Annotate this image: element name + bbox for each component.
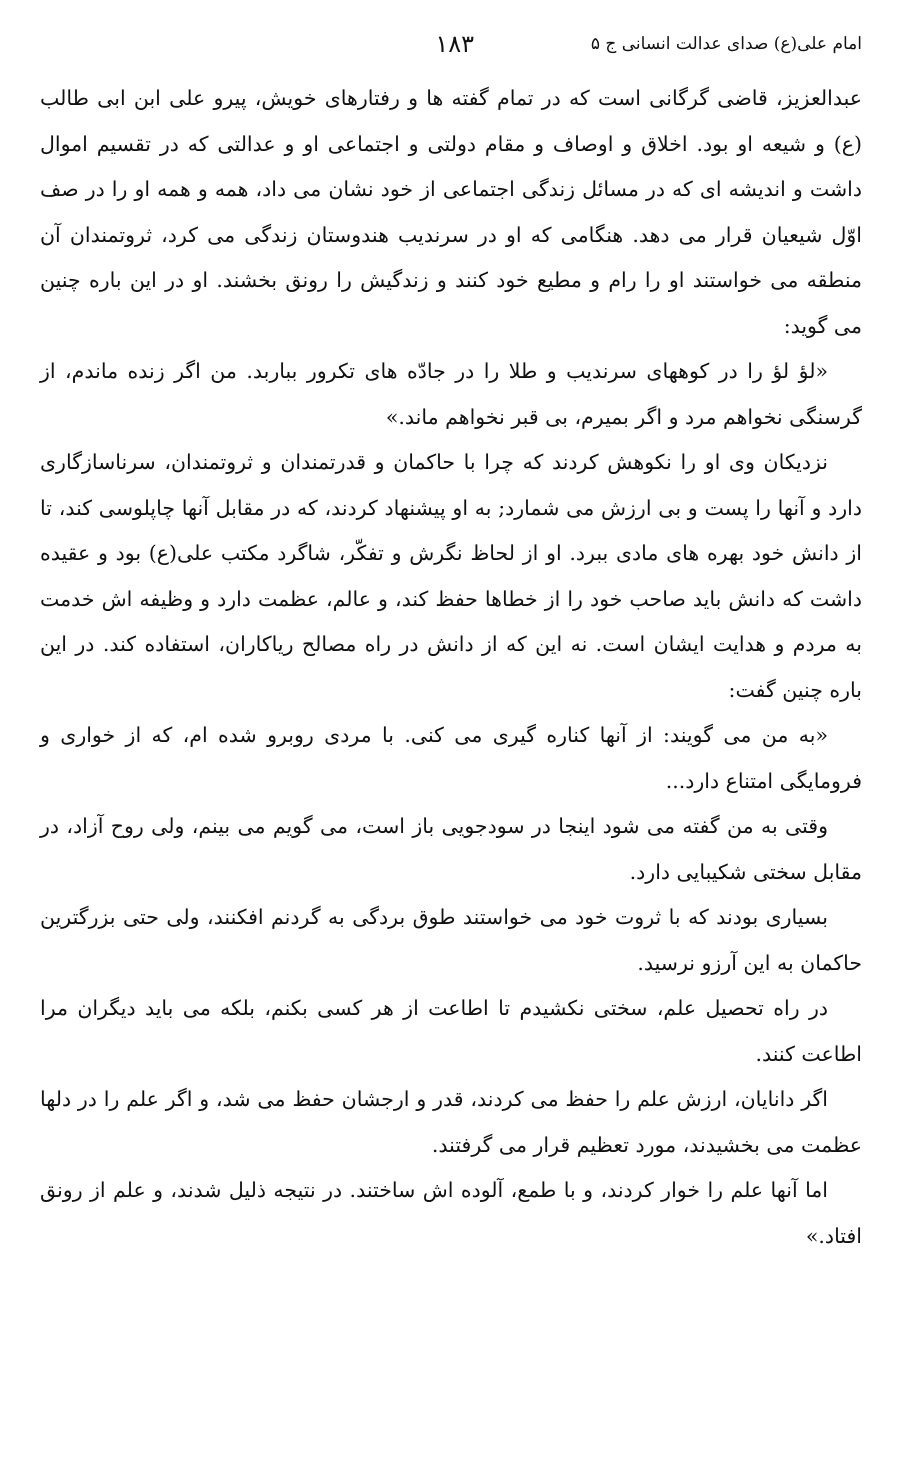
quote-paragraph: وقتی به من گفته می شود اینجا در سودجویی باز است، می گویم می بینم، ولی روح آزاد، در مقابل سختی شکیبایی دارد. [40,814,862,884]
quote-paragraph: اگر دانایان، ارزش علم را حفظ می کردند، قدر و ارجشان حفظ می شد، و اگر علم را در دلها عظمت می بخشیدند، مورد تعظیم قرار می گرفتند. [40,1087,862,1157]
book-page [40,28,862,1448]
paragraph: نزدیکان وی او را نکوهش کردند که چرا با حاکمان و قدرتمندان و ثروتمندان، سرناسازگاری دارد و آنها را پست و بی ارزش می شمارد; به او پیشنهاد کردند، که در مقابل آنها چاپلوسی کند، تا از دانش خود بهره های مادی ببرد. او از لحاظ نگرش و تفکّر، شاگرد مکتب علی(ع) بود و عقیده داشت که دانش باید صاحب خود را از خطاها حفظ کند، و عالم، عظمت دارد و وظیفه اش خدمت به مردم و هدایت ایشان است. نه این که از دانش در راه مصالح ریاکاران، استفاده کند. در این باره چنین گفت: [40,450,862,702]
page-number: ۱۸۳ [435,30,474,58]
quote-paragraph: بسیاری بودند که با ثروت خود می خواستند طوق بردگی به گردنم افکنند، ولی حتی بزرگترین حاکمان به این آرزو نرسید. [40,905,862,975]
running-title: امام علی(ع) صدای عدالت انسانی ج ۵ [590,34,862,54]
page-header [40,28,862,76]
quote-paragraph: «لؤ لؤ را در کوههای سرندیب و طلا را در جادّه های تکرور بباربد. من اگر زنده ماندم، از گرسنگی نخواهم مرد و اگر بمیرم، بی قبر نخواهم ماند.» [40,359,862,429]
body-text [40,76,862,1259]
quote-paragraph: در راه تحصیل علم، سختی نکشیدم تا اطاعت از هر کسی بکنم، بلکه می باید دیگران مرا اطاعت کنند. [40,996,862,1066]
paragraph: عبدالعزیز، قاضی گرگانی است که در تمام گفته ها و رفتارهای خویش، پیرو علی ابن ابی طالب (ع) و شیعه او بود. اخلاق و اوصاف و مقام دولتی و اجتماعی او و عدالتی که در تقسیم اموال داشت و اندیشه ای که در مسائل زندگی اجتماعی از خود نشان می داد، همه و همه او را در صف اوّل شیعیان قرار می دهد. هنگامی که او در سرندیب هندوستان زندگی می کرد، ثروتمندان آن منطقه می خواستند او را رام و مطیع خود کنند و زندگیش را رونق بخشند. او در این باره چنین می گوید: [40,86,862,338]
quote-paragraph: «به من می گویند: از آنها کناره گیری می کنی. با مردی روبرو شده ام، که از خواری و فرومایگی امتناع دارد... [40,723,862,793]
quote-paragraph: اما آنها علم را خوار کردند، و با طمع، آلوده اش ساختند. در نتیجه ذلیل شدند، و علم از رونق افتاد.» [40,1178,862,1248]
